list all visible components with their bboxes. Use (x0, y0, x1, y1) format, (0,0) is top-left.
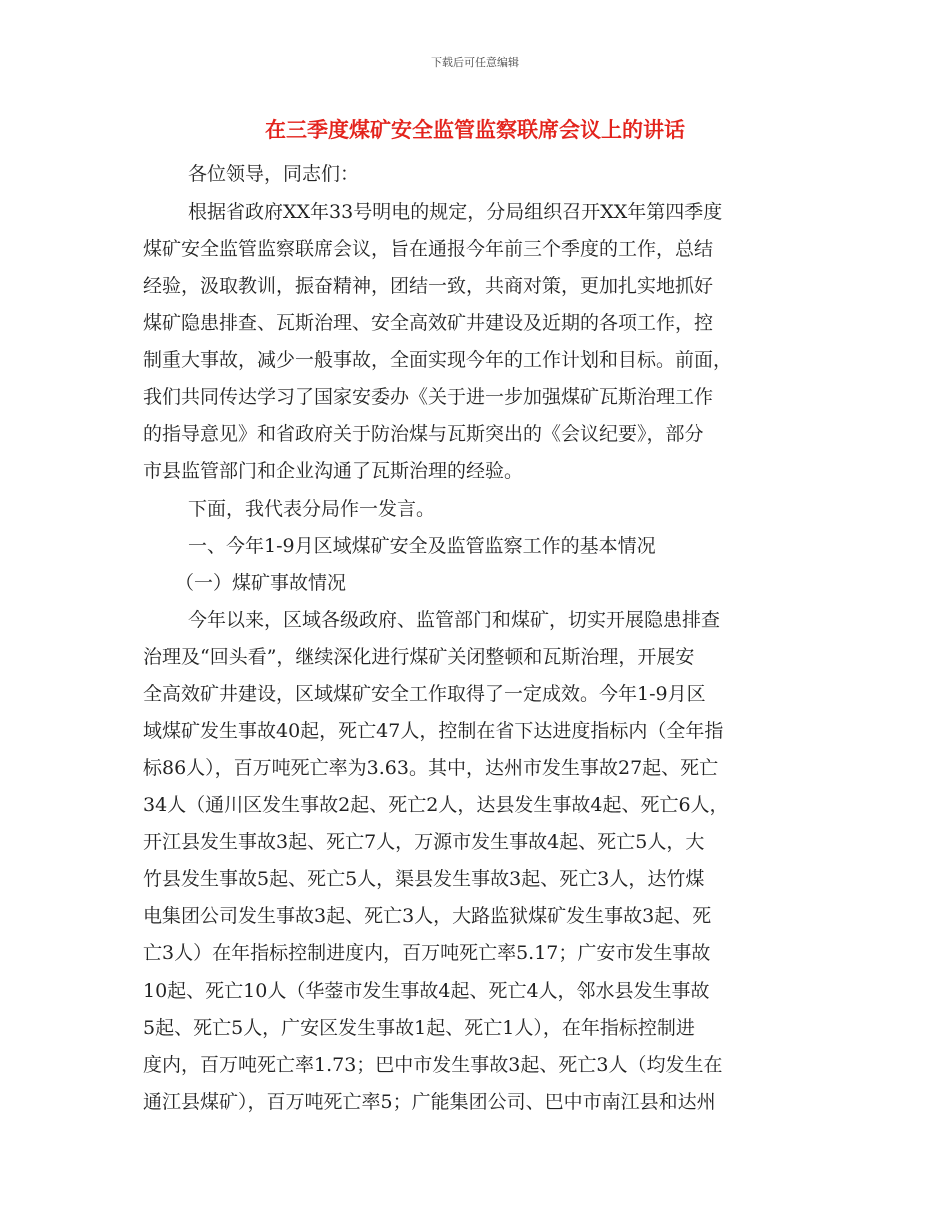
text-line: 电集团公司发生事故3起、死亡3人，大路监狱煤矿发生事故3起、死 (143, 905, 712, 927)
text-line: 治理及“回头看”，继续深化进行煤矿关闭整顿和瓦斯治理，开展安 (143, 646, 695, 668)
text-line: （一）煤矿事故情况 (175, 572, 347, 594)
text-line: 开江县发生事故3起、死亡7人，万源市发生事故4起、死亡5人，大 (143, 831, 705, 853)
text-line: 全高效矿井建设，区域煤矿安全工作取得了一定成效。今年1-9月区 (143, 683, 706, 705)
text-line: 根据省政府XX年33号明电的规定，分局组织召开XX年第四季度 (188, 201, 723, 223)
text-line: 5起、死亡5人，广安区发生事故1起、死亡1人），在年指标控制进 (143, 1017, 695, 1039)
text-line: 煤矿隐患排查、瓦斯治理、安全高效矿井建设及近期的各项工作，控 (143, 312, 714, 334)
document-title: 在三季度煤矿安全监管监察联席会议上的讲话 (265, 118, 685, 142)
text-line: 的指导意见》和省政府关于防治煤与瓦斯突出的《会议纪要》，部分 (143, 423, 704, 445)
text-line: 经验，汲取教训，振奋精神，团结一致，共商对策，更加扎实地抓好 (143, 275, 714, 297)
text-line: 下面，我代表分局作一发言。 (188, 498, 436, 520)
text-line: 今年以来，区域各级政府、监管部门和煤矿，切实开展隐患排查 (188, 609, 721, 631)
text-line: 10起、死亡10人（华蓥市发生事故4起、死亡4人，邻水县发生事故 (143, 980, 710, 1002)
text-line: 各位领导，同志们： (188, 163, 360, 185)
text-line: 34人（通川区发生事故2起、死亡2人，达县发生事故4起、死亡6人， (143, 794, 729, 816)
text-line: 标86人），百万吨死亡率为3.63。其中，达州市发生事故27起、死亡 (143, 757, 719, 779)
header-note: 下载后可任意编辑 (431, 56, 519, 69)
text-line: 煤矿安全监管监察联席会议，旨在通报今年前三个季度的工作，总结 (143, 238, 714, 260)
text-line: 我们共同传达学习了国家安委办《关于进一步加强煤矿瓦斯治理工作 (143, 386, 714, 408)
text-line: 一、今年1-9月区域煤矿安全及监管监察工作的基本情况 (188, 535, 656, 557)
text-line: 制重大事故，减少一般事故，全面实现今年的工作计划和目标。前面， (143, 349, 733, 371)
text-line: 度内，百万吨死亡率1.73；巴中市发生事故3起、死亡3人（均发生在 (143, 1054, 723, 1076)
text-line: 竹县发生事故5起、死亡5人，渠县发生事故3起、死亡3人，达竹煤 (143, 868, 705, 890)
text-line: 亡3人）在年指标控制进度内，百万吨死亡率5.17；广安市发生事故 (143, 942, 711, 964)
text-line: 通江县煤矿），百万吨死亡率5；广能集团公司、巴中市南江县和达州 (143, 1091, 716, 1113)
text-line: 域煤矿发生事故40起，死亡47人，控制在省下达进度指标内（全年指 (143, 720, 724, 742)
text-line: 市县监管部门和企业沟通了瓦斯治理的经验。 (143, 460, 524, 482)
